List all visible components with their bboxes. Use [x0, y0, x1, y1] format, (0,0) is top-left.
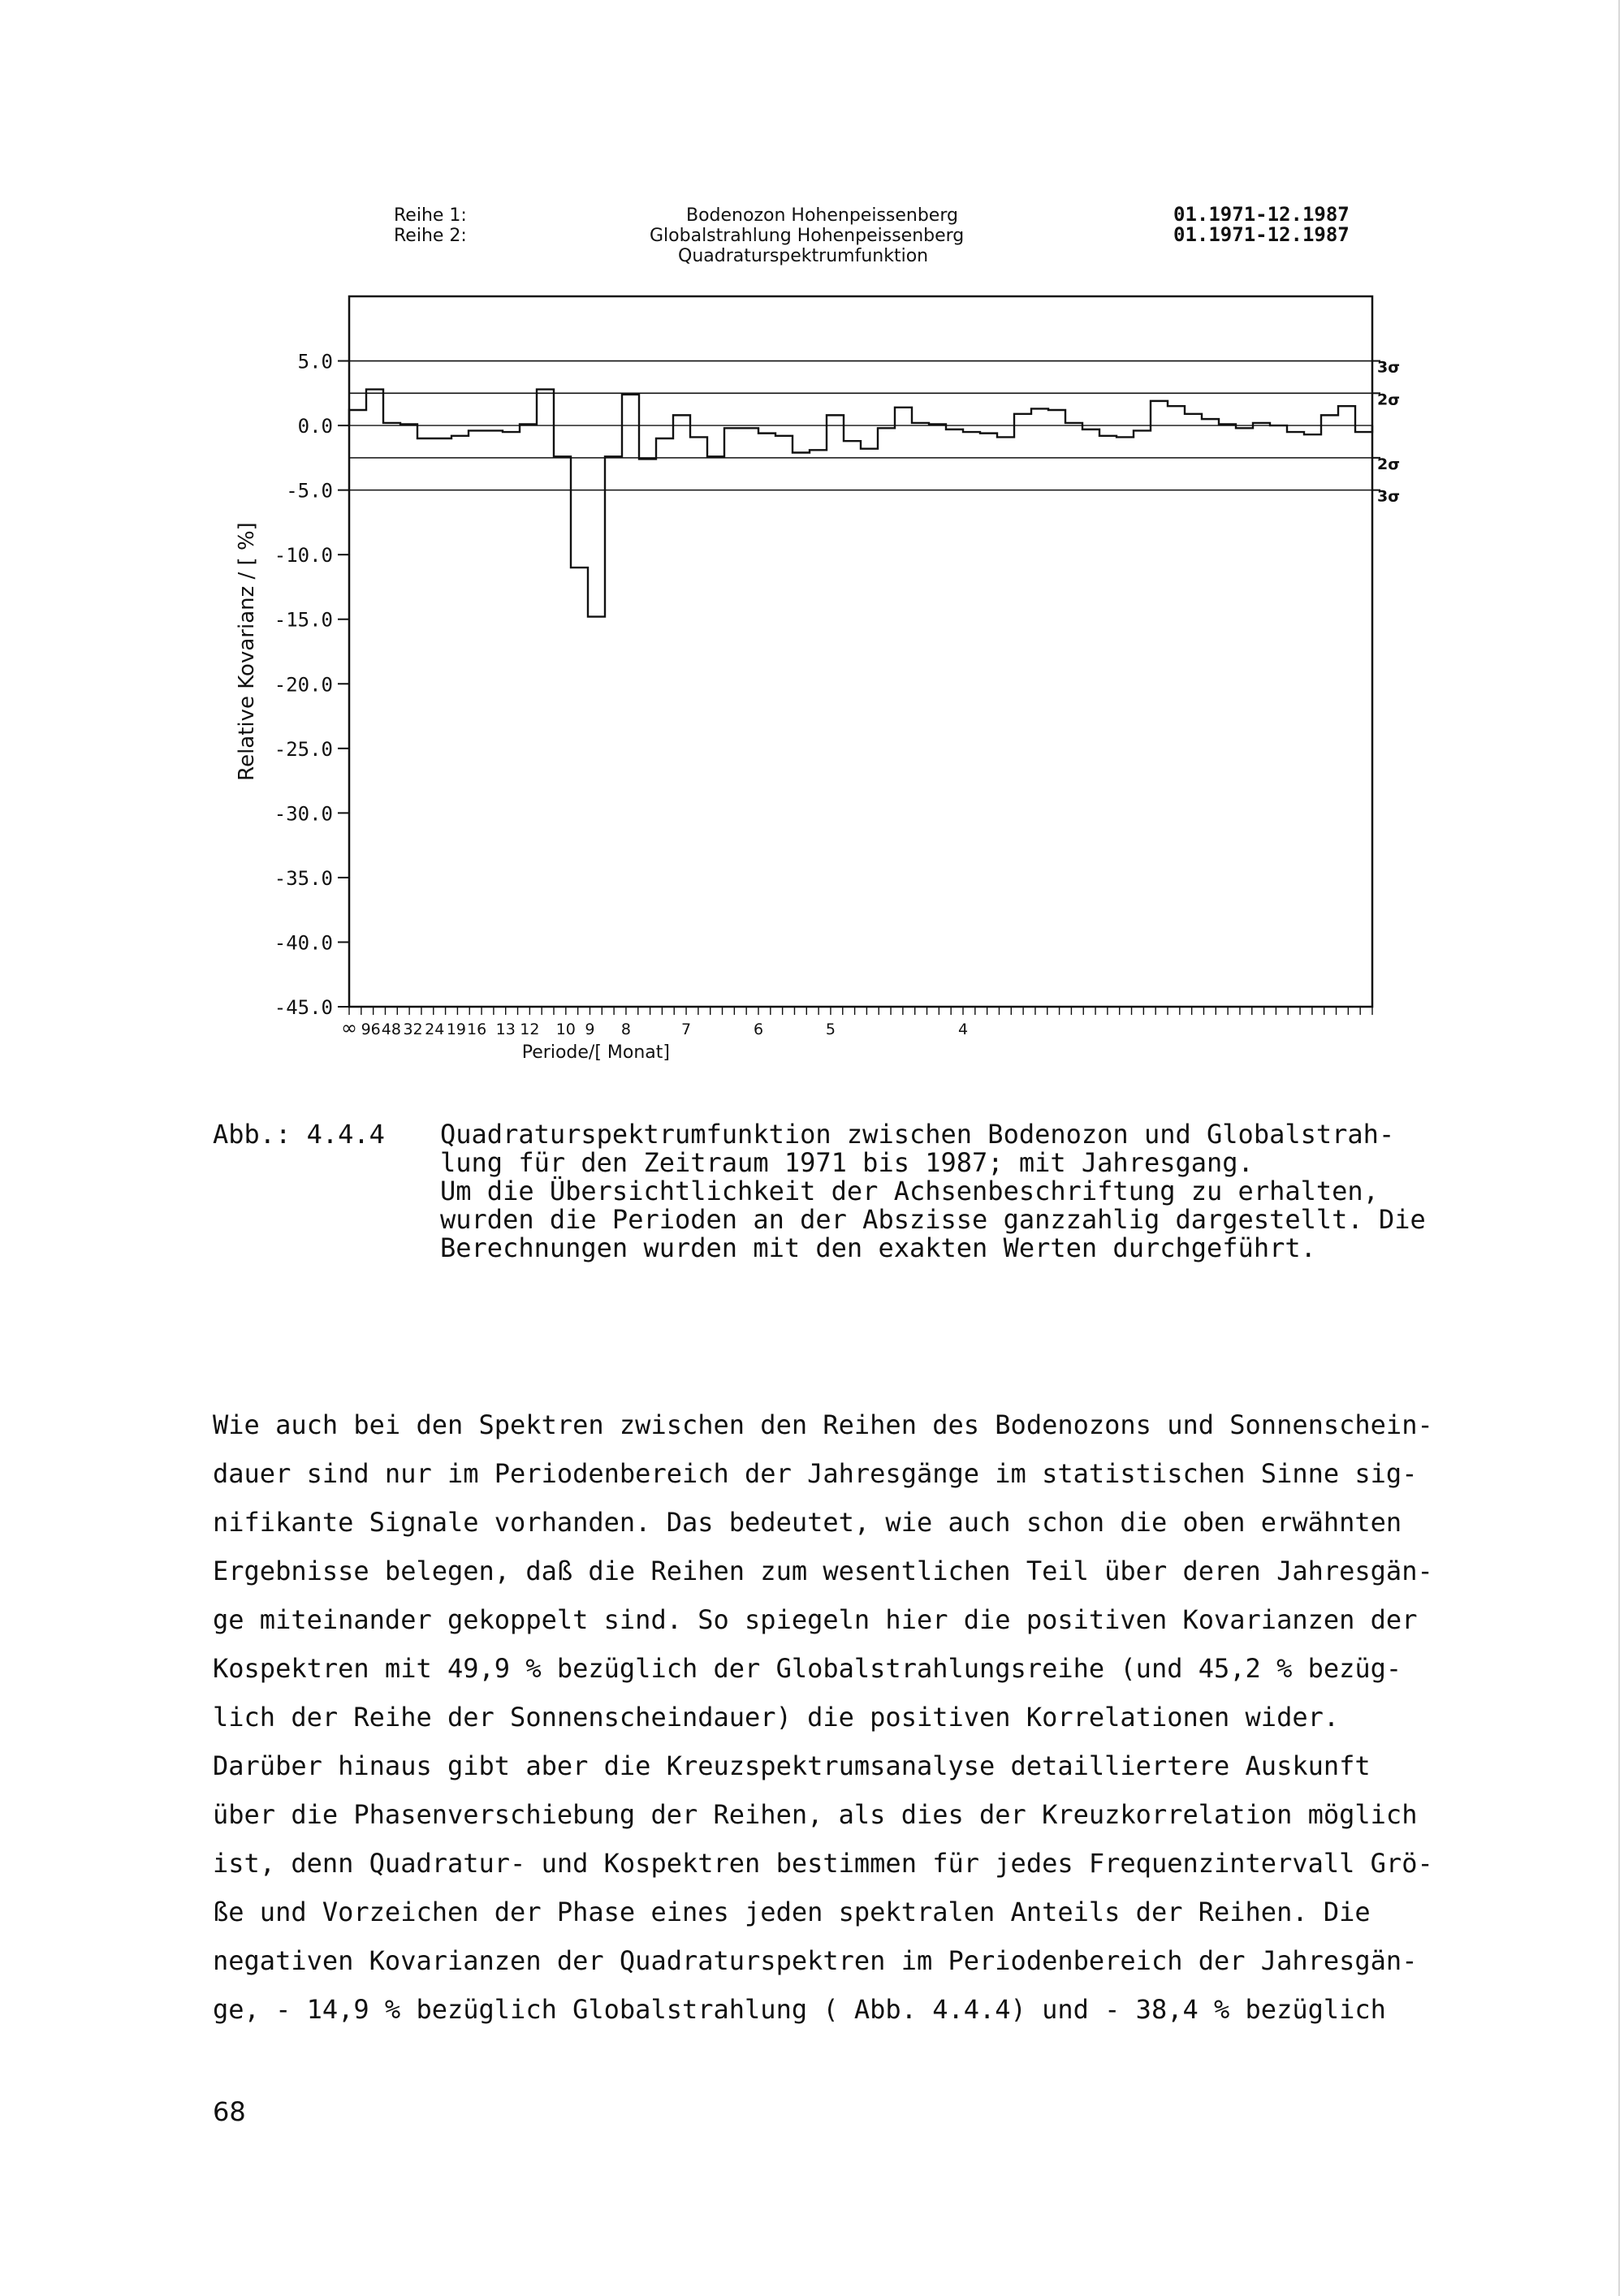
body-line: ße und Vorzeichen der Phase eines jeden spektralen Anteils der Reihen. Die: [213, 1897, 1371, 1927]
significance-label: 3σ: [1377, 358, 1401, 377]
y-tick-label: -10.0: [274, 544, 333, 568]
y-tick-label: -25.0: [274, 737, 333, 761]
x-tick-label: 13: [495, 1021, 516, 1038]
scan-edge: [1618, 0, 1620, 2296]
chart-header: [390, 203, 1413, 284]
body-line: Darüber hinaus gibt aber die Kreuzspektrumsanalyse detailliertere Auskunft: [213, 1750, 1371, 1781]
x-tick-label: 5: [825, 1021, 836, 1038]
x-tick-label: 48: [381, 1021, 401, 1038]
caption-line: wurden die Perioden an der Abszisse ganzzahlig dargestellt. Die: [440, 1204, 1426, 1235]
series-2-label: Reihe 2:: [394, 226, 467, 246]
series-1-period: 01.1971-12.1987: [1173, 203, 1350, 226]
body-line: negativen Kovarianzen der Quadraturspektren im Periodenbereich der Jahresgän-: [213, 1945, 1418, 1976]
body-line: ge, - 14,9 % bezüglich Globalstrahlung ( Abb. 4.4.4) und - 38,4 % bezüglich: [213, 1994, 1386, 2025]
y-tick-label: -20.0: [274, 673, 333, 697]
x-tick-label: 9: [585, 1021, 595, 1038]
x-tick-label: 96: [361, 1021, 381, 1038]
series-1-label: Reihe 1:: [394, 205, 467, 226]
caption-line: Berechnungen wurden mit den exakten Werten durchgeführt.: [440, 1232, 1316, 1263]
x-tick-label: 19: [446, 1021, 467, 1038]
series-step-line: [349, 390, 1372, 617]
caption-line: Um die Übersichtlichkeit der Achsenbeschriftung zu erhalten,: [440, 1176, 1379, 1206]
x-tick-label: ∞: [341, 1016, 357, 1039]
caption-label: Abb.: 4.4.4: [213, 1119, 385, 1150]
significance-label: 2σ: [1377, 391, 1401, 409]
significance-label: 2σ: [1377, 455, 1401, 473]
x-tick-label: 6: [753, 1021, 764, 1038]
y-tick-label: -30.0: [274, 802, 333, 826]
body-line: Wie auch bei den Spektren zwischen den Reihen des Bodenozons und Sonnenschein-: [213, 1409, 1433, 1440]
series-2-period: 01.1971-12.1987: [1173, 223, 1350, 246]
caption-line: lung für den Zeitraum 1971 bis 1987; mit Jahresgang.: [440, 1147, 1254, 1178]
body-line: lich der Reihe der Sonnenscheindauer) die positiven Korrelationen wider.: [213, 1702, 1340, 1733]
caption-text: [440, 1120, 1447, 1262]
x-tick-label: 10: [555, 1021, 576, 1038]
y-tick-label: -5.0: [286, 479, 333, 503]
body-line: Kospektren mit 49,9 % bezüglich der Globalstrahlungsreihe (und 45,2 % bezüg-: [213, 1653, 1402, 1684]
plot-frame: [349, 296, 1372, 1007]
body-line: Ergebnisse belegen, daß die Reihen zum wesentlichen Teil über deren Jahresgän-: [213, 1556, 1433, 1586]
body-line: dauer sind nur im Periodenbereich der Jahresgänge im statistischen Sinne sig-: [213, 1458, 1418, 1489]
y-axis-label: Relative Kovarianz / [ %]: [235, 522, 259, 781]
chart-title: Quadraturspektrumfunktion: [678, 246, 929, 266]
y-tick-label: 5.0: [297, 350, 333, 373]
x-tick-label: 7: [681, 1021, 692, 1038]
x-tick-label: 8: [620, 1021, 631, 1038]
y-tick-label: -35.0: [274, 866, 333, 890]
y-tick-label: -15.0: [274, 608, 333, 632]
body-line: über die Phasenverschiebung der Reihen, als dies der Kreuzkorrelation möglich: [213, 1799, 1418, 1830]
x-tick-label: 24: [425, 1021, 445, 1038]
x-tick-label: 4: [957, 1021, 969, 1038]
quadrature-spectrum-chart: [219, 288, 1405, 1076]
x-tick-label: 16: [467, 1021, 487, 1038]
x-tick-label: 32: [403, 1021, 423, 1038]
page-number: 68: [213, 2096, 246, 2127]
y-tick-label: 0.0: [297, 415, 333, 438]
x-tick-label: 12: [520, 1021, 540, 1038]
x-axis-label: Periode/[ Monat]: [521, 1042, 670, 1063]
body-line: ist, denn Quadratur- und Kospektren bestimmen für jedes Frequenzintervall Grö-: [213, 1848, 1433, 1879]
y-tick-label: -45.0: [274, 996, 333, 1019]
caption-line: Quadraturspektrumfunktion zwischen Bodenozon und Globalstrah-: [440, 1119, 1395, 1150]
body-line: ge miteinander gekoppelt sind. So spiegeln hier die positiven Kovarianzen der: [213, 1604, 1418, 1635]
body-paragraph: [213, 1400, 1447, 2034]
series-2-name: Globalstrahlung Hohenpeissenberg: [650, 226, 965, 246]
significance-label: 3σ: [1377, 487, 1401, 506]
y-tick-label: -40.0: [274, 931, 333, 955]
series-1-name: Bodenozon Hohenpeissenberg: [686, 205, 958, 226]
body-line: nifikante Signale vorhanden. Das bedeutet, wie auch schon die oben erwähnten: [213, 1507, 1402, 1538]
